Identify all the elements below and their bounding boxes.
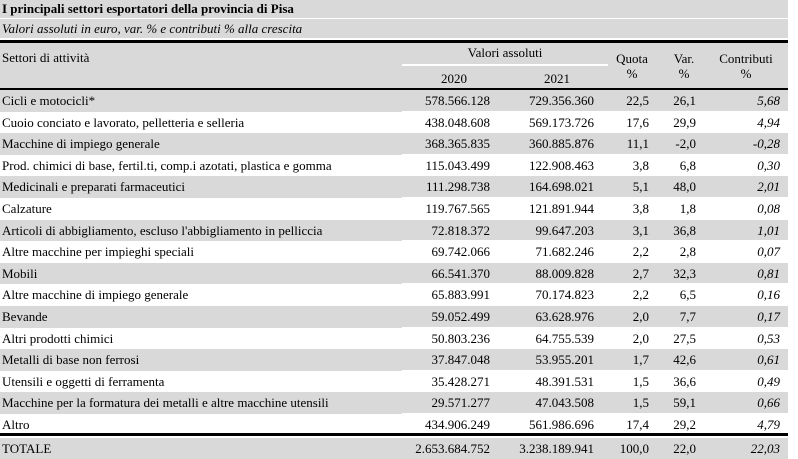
row-var: 6,5	[679, 287, 696, 303]
table-row	[0, 371, 788, 393]
row-quota: 2,0	[632, 309, 649, 324]
row-contributi: 1,01	[757, 222, 780, 238]
row-value-2021: 70.174.823	[535, 287, 594, 303]
row-sector: Prod. chimici di base, fertil.ti, comp.i azotati, plastica e gomma	[2, 157, 332, 173]
row-var: 26,1	[673, 93, 696, 108]
row-contributi: 4,94	[757, 114, 780, 130]
row-quota: 22,5	[626, 93, 649, 108]
header-year-2021: 2021	[544, 71, 570, 86]
total-row	[0, 438, 788, 459]
total-top-rule	[0, 433, 788, 436]
row-quota: 3,1	[632, 222, 649, 238]
total-contributi: 22,03	[750, 441, 780, 456]
table-row	[0, 155, 788, 177]
row-sector: Articoli di abbigliamento, escluso l'abbigliamento in pelliccia	[2, 222, 323, 238]
row-value-2021: 99.647.203	[535, 222, 594, 238]
row-value-2020: 66.541.370	[431, 265, 490, 281]
row-value-2020: 29.571.277	[431, 395, 490, 411]
row-contributi: 0,53	[757, 330, 780, 346]
table-row	[0, 306, 788, 328]
row-quota: 3,8	[632, 157, 649, 173]
row-var: 32,3	[673, 265, 696, 281]
row-quota: 2,7	[632, 265, 649, 281]
row-value-2020: 72.818.372	[431, 222, 490, 238]
header-quota: Quota %	[616, 51, 648, 81]
row-contributi: 0,07	[757, 244, 780, 260]
header-contributi: Contributi %	[719, 51, 773, 81]
row-var: 59,1	[673, 395, 696, 411]
row-contributi: 0,61	[757, 352, 780, 368]
row-value-2020: 119.767.565	[425, 201, 490, 216]
row-sector: Mobili	[2, 265, 38, 281]
table-row	[0, 328, 788, 350]
row-var: 29,2	[673, 417, 696, 432]
row-quota: 2,0	[632, 330, 649, 346]
row-value-2021: 48.391.531	[535, 373, 594, 389]
row-sector: Bevande	[2, 309, 48, 324]
table-row	[0, 112, 788, 134]
row-value-2020: 65.883.991	[431, 287, 490, 303]
row-value-2021: 53.955.201	[535, 352, 594, 368]
row-value-2020: 115.043.499	[425, 157, 490, 173]
table-row	[0, 90, 788, 112]
table-row	[0, 284, 788, 306]
total-2020: 2.653.684.752	[415, 441, 490, 456]
row-var: 29,9	[673, 114, 696, 130]
row-quota: 1,7	[632, 352, 649, 368]
row-value-2021: 360.885.876	[529, 136, 594, 152]
row-contributi: 0,08	[757, 201, 780, 216]
row-sector: Macchine per la formatura dei metalli e altre macchine utensili	[2, 395, 329, 411]
row-contributi: -0,28	[752, 136, 780, 152]
row-var: 42,6	[673, 352, 696, 368]
table-row	[0, 392, 788, 414]
row-value-2021: 729.356.360	[529, 93, 594, 108]
row-value-2021: 122.908.463	[529, 157, 594, 173]
row-sector: Utensili e oggetti di ferramenta	[2, 373, 165, 389]
row-sector: Cicli e motocicli*	[2, 93, 96, 108]
row-var: 48,0	[673, 179, 696, 195]
row-value-2020: 368.365.835	[425, 136, 490, 152]
row-value-2021: 71.682.246	[535, 244, 594, 260]
table-row	[0, 241, 788, 263]
row-quota: 2,2	[632, 244, 649, 260]
row-sector: Altre macchine per impieghi speciali	[2, 244, 195, 260]
row-value-2021: 47.043.508	[535, 395, 594, 411]
row-contributi: 0,66	[757, 395, 780, 411]
row-quota: 2,2	[632, 287, 649, 303]
row-quota: 1,5	[632, 395, 649, 411]
header-var: Var. %	[673, 51, 695, 81]
table-subtitle: Valori assoluti in euro, var. % e contributi % alla crescita	[0, 19, 788, 38]
row-sector: Metalli di base non ferrosi	[2, 352, 140, 368]
row-value-2021: 164.698.021	[529, 179, 594, 195]
row-quota: 1,5	[632, 373, 649, 389]
header-year-2020: 2020	[441, 71, 467, 86]
row-value-2020: 59.052.499	[431, 309, 490, 324]
row-value-2020: 578.566.128	[425, 93, 490, 108]
row-var: 2,8	[679, 244, 696, 260]
row-sector: Medicinali e preparati farmaceutici	[2, 179, 185, 195]
row-value-2020: 35.428.271	[431, 373, 490, 389]
row-value-2020: 434.906.249	[425, 417, 490, 432]
row-var: 7,7	[679, 309, 696, 324]
header-sub-rule	[402, 64, 608, 66]
row-value-2021: 63.628.976	[535, 309, 594, 324]
row-contributi: 0,17	[757, 309, 780, 324]
row-value-2020: 37.847.048	[431, 352, 490, 368]
row-sector: Altri prodotti chimici	[2, 330, 114, 346]
row-sector: Altro	[2, 417, 30, 432]
header-sector: Settori di attività	[2, 50, 90, 65]
row-value-2020: 50.803.236	[431, 330, 490, 346]
total-label: TOTALE	[2, 441, 52, 456]
row-var: 27,5	[673, 330, 696, 346]
header-values-group: Valori assoluti	[467, 45, 543, 60]
row-value-2021: 561.986.696	[529, 417, 594, 432]
row-var: 36,6	[673, 373, 696, 389]
table-row	[0, 263, 788, 285]
table-row	[0, 198, 788, 220]
row-value-2020: 438.048.608	[425, 114, 490, 130]
row-contributi: 0,81	[757, 265, 780, 281]
table-row	[0, 133, 788, 155]
row-contributi: 5,68	[757, 93, 780, 108]
row-value-2020: 111.298.738	[425, 179, 490, 195]
row-value-2021: 121.891.944	[529, 201, 594, 216]
row-quota: 3,8	[632, 201, 649, 216]
row-contributi: 4,79	[757, 417, 780, 432]
row-sector: Cuoio conciato e lavorato, pelletteria e selleria	[2, 114, 245, 130]
row-value-2021: 64.755.539	[535, 330, 594, 346]
row-contributi: 0,16	[757, 287, 780, 303]
table-row	[0, 220, 788, 242]
total-quota: 100,0	[619, 441, 649, 456]
row-contributi: 0,30	[757, 157, 780, 173]
row-quota: 17,6	[626, 114, 649, 130]
row-value-2021: 88.009.828	[535, 265, 594, 281]
row-sector: Calzature	[2, 201, 52, 216]
total-2021: 3.238.189.941	[519, 441, 594, 456]
table-row	[0, 176, 788, 198]
row-var: 6,8	[679, 157, 696, 173]
table-title: I principali settori esportatori della provincia di Pisa	[0, 0, 788, 18]
row-quota: 11,1	[626, 136, 649, 152]
total-var: 22,0	[673, 441, 696, 456]
row-var: 1,8	[679, 201, 696, 216]
row-quota: 5,1	[632, 179, 649, 195]
row-sector: Altre macchine di impiego generale	[2, 287, 189, 303]
row-var: -2,0	[675, 136, 696, 152]
row-contributi: 2,01	[757, 179, 780, 195]
table-row	[0, 349, 788, 371]
row-contributi: 0,49	[757, 373, 780, 389]
row-value-2020: 69.742.066	[431, 244, 490, 260]
row-value-2021: 569.173.726	[529, 114, 594, 130]
row-sector: Macchine di impiego generale	[2, 136, 160, 152]
row-var: 36,8	[673, 222, 696, 238]
row-quota: 17,4	[626, 417, 649, 432]
